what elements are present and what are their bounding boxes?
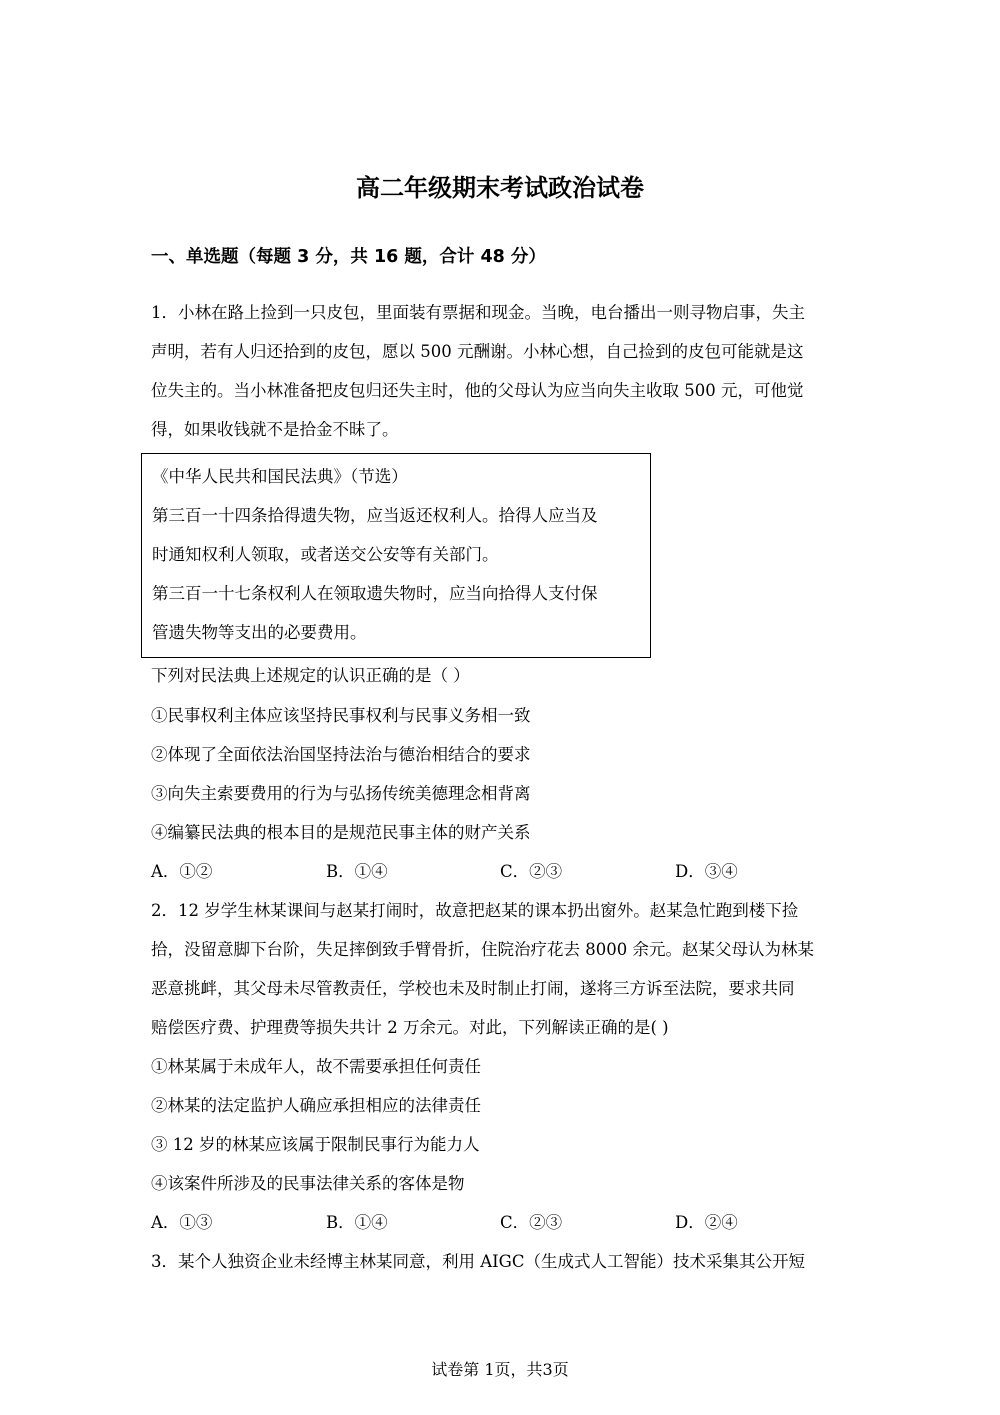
q1-option-c[interactable]: C．②③ [500,862,563,881]
q1-option-a[interactable]: A．①② [151,862,213,881]
law-excerpt-line: 《中华人民共和国民法典》（节选） [152,467,408,486]
q1-item: ④编纂民法典的根本目的是规范民事主体的财产关系 [151,823,531,842]
page-title: 高二年级期末考试政治试卷 [356,174,644,202]
law-excerpt-line: 第三百一十四条拾得遗失物，应当返还权利人。拾得人应当及 [152,506,598,525]
q1-text-line: 1．小林在路上捡到一只皮包，里面装有票据和现金。当晚，电台播出一则寻物启事，失主 [151,303,805,322]
q1-text-line: 位失主的。当小林准备把皮包归还失主时，他的父母认为应当向失主收取 500 元，可他觉 [151,381,804,400]
q1-text-line: 声明，若有人归还拾到的皮包，愿以 500 元酬谢。小林心想，自己捡到的皮包可能就是这 [151,342,804,361]
q2-text-line: 2．12 岁学生林某课间与赵某打闹时，故意把赵某的课本扔出窗外。赵某急忙跑到楼下捡 [151,901,799,920]
section-heading: 一、单选题（每题 3 分，共 16 题，合计 48 分） [151,247,546,267]
page-footer: 试卷第 1页，共3页 [431,1360,569,1379]
q2-option-d[interactable]: D．②④ [675,1213,738,1232]
q1-text-line: 得，如果收钱就不是拾金不昧了。 [151,420,399,439]
q2-item: ③ 12 岁的林某应该属于限制民事行为能力人 [151,1135,480,1154]
law-excerpt-line: 管遗失物等支出的必要费用。 [152,623,367,642]
q2-option-a[interactable]: A．①③ [151,1213,213,1232]
law-excerpt-line: 时通知权利人领取，或者送交公安等有关部门。 [152,545,499,564]
q2-option-c[interactable]: C．②③ [500,1213,563,1232]
q1-option-d[interactable]: D．③④ [675,862,738,881]
q2-text-line: 赔偿医疗费、护理费等损失共计 2 万余元。对此，下列解读正确的是( ) [151,1018,669,1037]
q2-item: ④该案件所涉及的民事法律关系的客体是物 [151,1174,465,1193]
q1-item: ①民事权利主体应该坚持民事权利与民事义务相一致 [151,706,531,725]
law-excerpt-line: 第三百一十七条权利人在领取遗失物时，应当向拾得人支付保 [152,584,598,603]
q2-item: ②林某的法定监护人确应承担相应的法律责任 [151,1096,481,1115]
q3-text-line: 3．某个人独资企业未经博主林某同意，利用 AIGC（生成式人工智能）技术采集其公开短 [151,1252,805,1271]
q1-item: ③向失主索要费用的行为与弘扬传统美德理念相背离 [151,784,531,803]
law-excerpt-box [141,453,651,658]
q1-item: ②体现了全面依法治国坚持法治与德治相结合的要求 [151,745,531,764]
q2-item: ①林某属于未成年人，故不需要承担任何责任 [151,1057,481,1076]
q1-stem: 下列对民法典上述规定的认识正确的是（ ） [151,666,470,685]
q2-text-line: 恶意挑衅，其父母未尽管教责任，学校也未及时制止打闹，遂将三方诉至法院，要求共同 [151,979,795,998]
q2-text-line: 拾，没留意脚下台阶，失足摔倒致手臂骨折，住院治疗花去 8000 余元。赵某父母认为林某 [151,940,814,959]
q1-option-b[interactable]: B．①④ [326,862,388,881]
q2-option-b[interactable]: B．①④ [326,1213,388,1232]
